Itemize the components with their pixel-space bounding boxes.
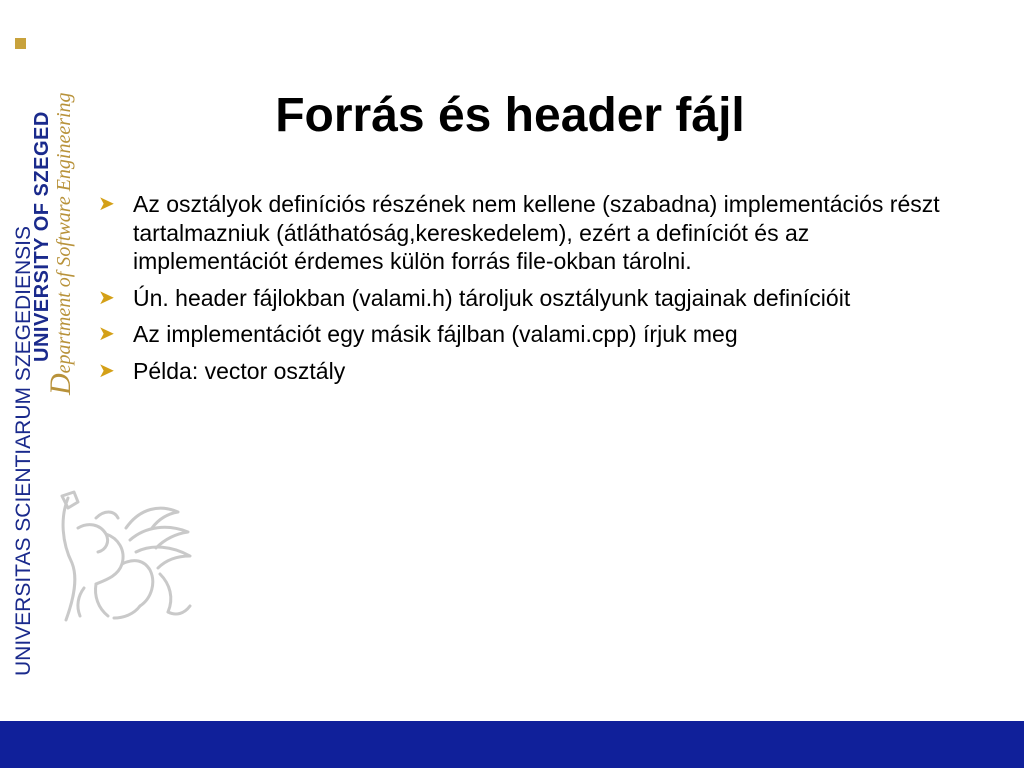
arrowhead-bullet-icon: ➤: [98, 323, 115, 345]
department-initial: D: [44, 373, 77, 395]
bullet-item: [98, 190, 968, 276]
department-rest: epartment of Software Engineering: [53, 92, 75, 374]
arrowhead-bullet-icon: ➤: [98, 286, 115, 309]
bullet-text: Ún. header fájlokban (valami.h) tároljuk osztályunk tagjainak definícióit: [133, 284, 851, 311]
bullet-item: [98, 320, 968, 349]
bullet-text: Példa: vector osztály: [133, 357, 346, 384]
corner-square-decoration: [15, 38, 26, 49]
university-name: UNIVERSITY OF SZEGED: [31, 111, 53, 362]
slide-title: Forrás és header fájl: [275, 89, 745, 142]
griffin-emblem-icon: [48, 488, 198, 628]
bullet-text: Az implementációt egy másik fájlban (valami.cpp) írjuk meg: [133, 321, 738, 347]
latin-university-name: UNIVERSITAS SCIENTIARUM SZEGEDIENSIS: [12, 225, 35, 676]
footer-bar: [0, 721, 1024, 768]
bullet-item: [98, 284, 968, 313]
bullet-text: Az osztályok definíciós részének nem kellene (szabadna) implementációs részt tartalmazniuk (átláthatóság,kereskedelem), ezért a definíciót és az implementációt érdemes külön forrás file-okban tárolni.: [133, 191, 940, 274]
bullet-item: [98, 357, 968, 386]
bullet-list: [98, 190, 968, 393]
arrowhead-bullet-icon: ➤: [98, 359, 115, 382]
arrowhead-bullet-icon: ➤: [98, 193, 115, 215]
department-name: [44, 92, 78, 395]
